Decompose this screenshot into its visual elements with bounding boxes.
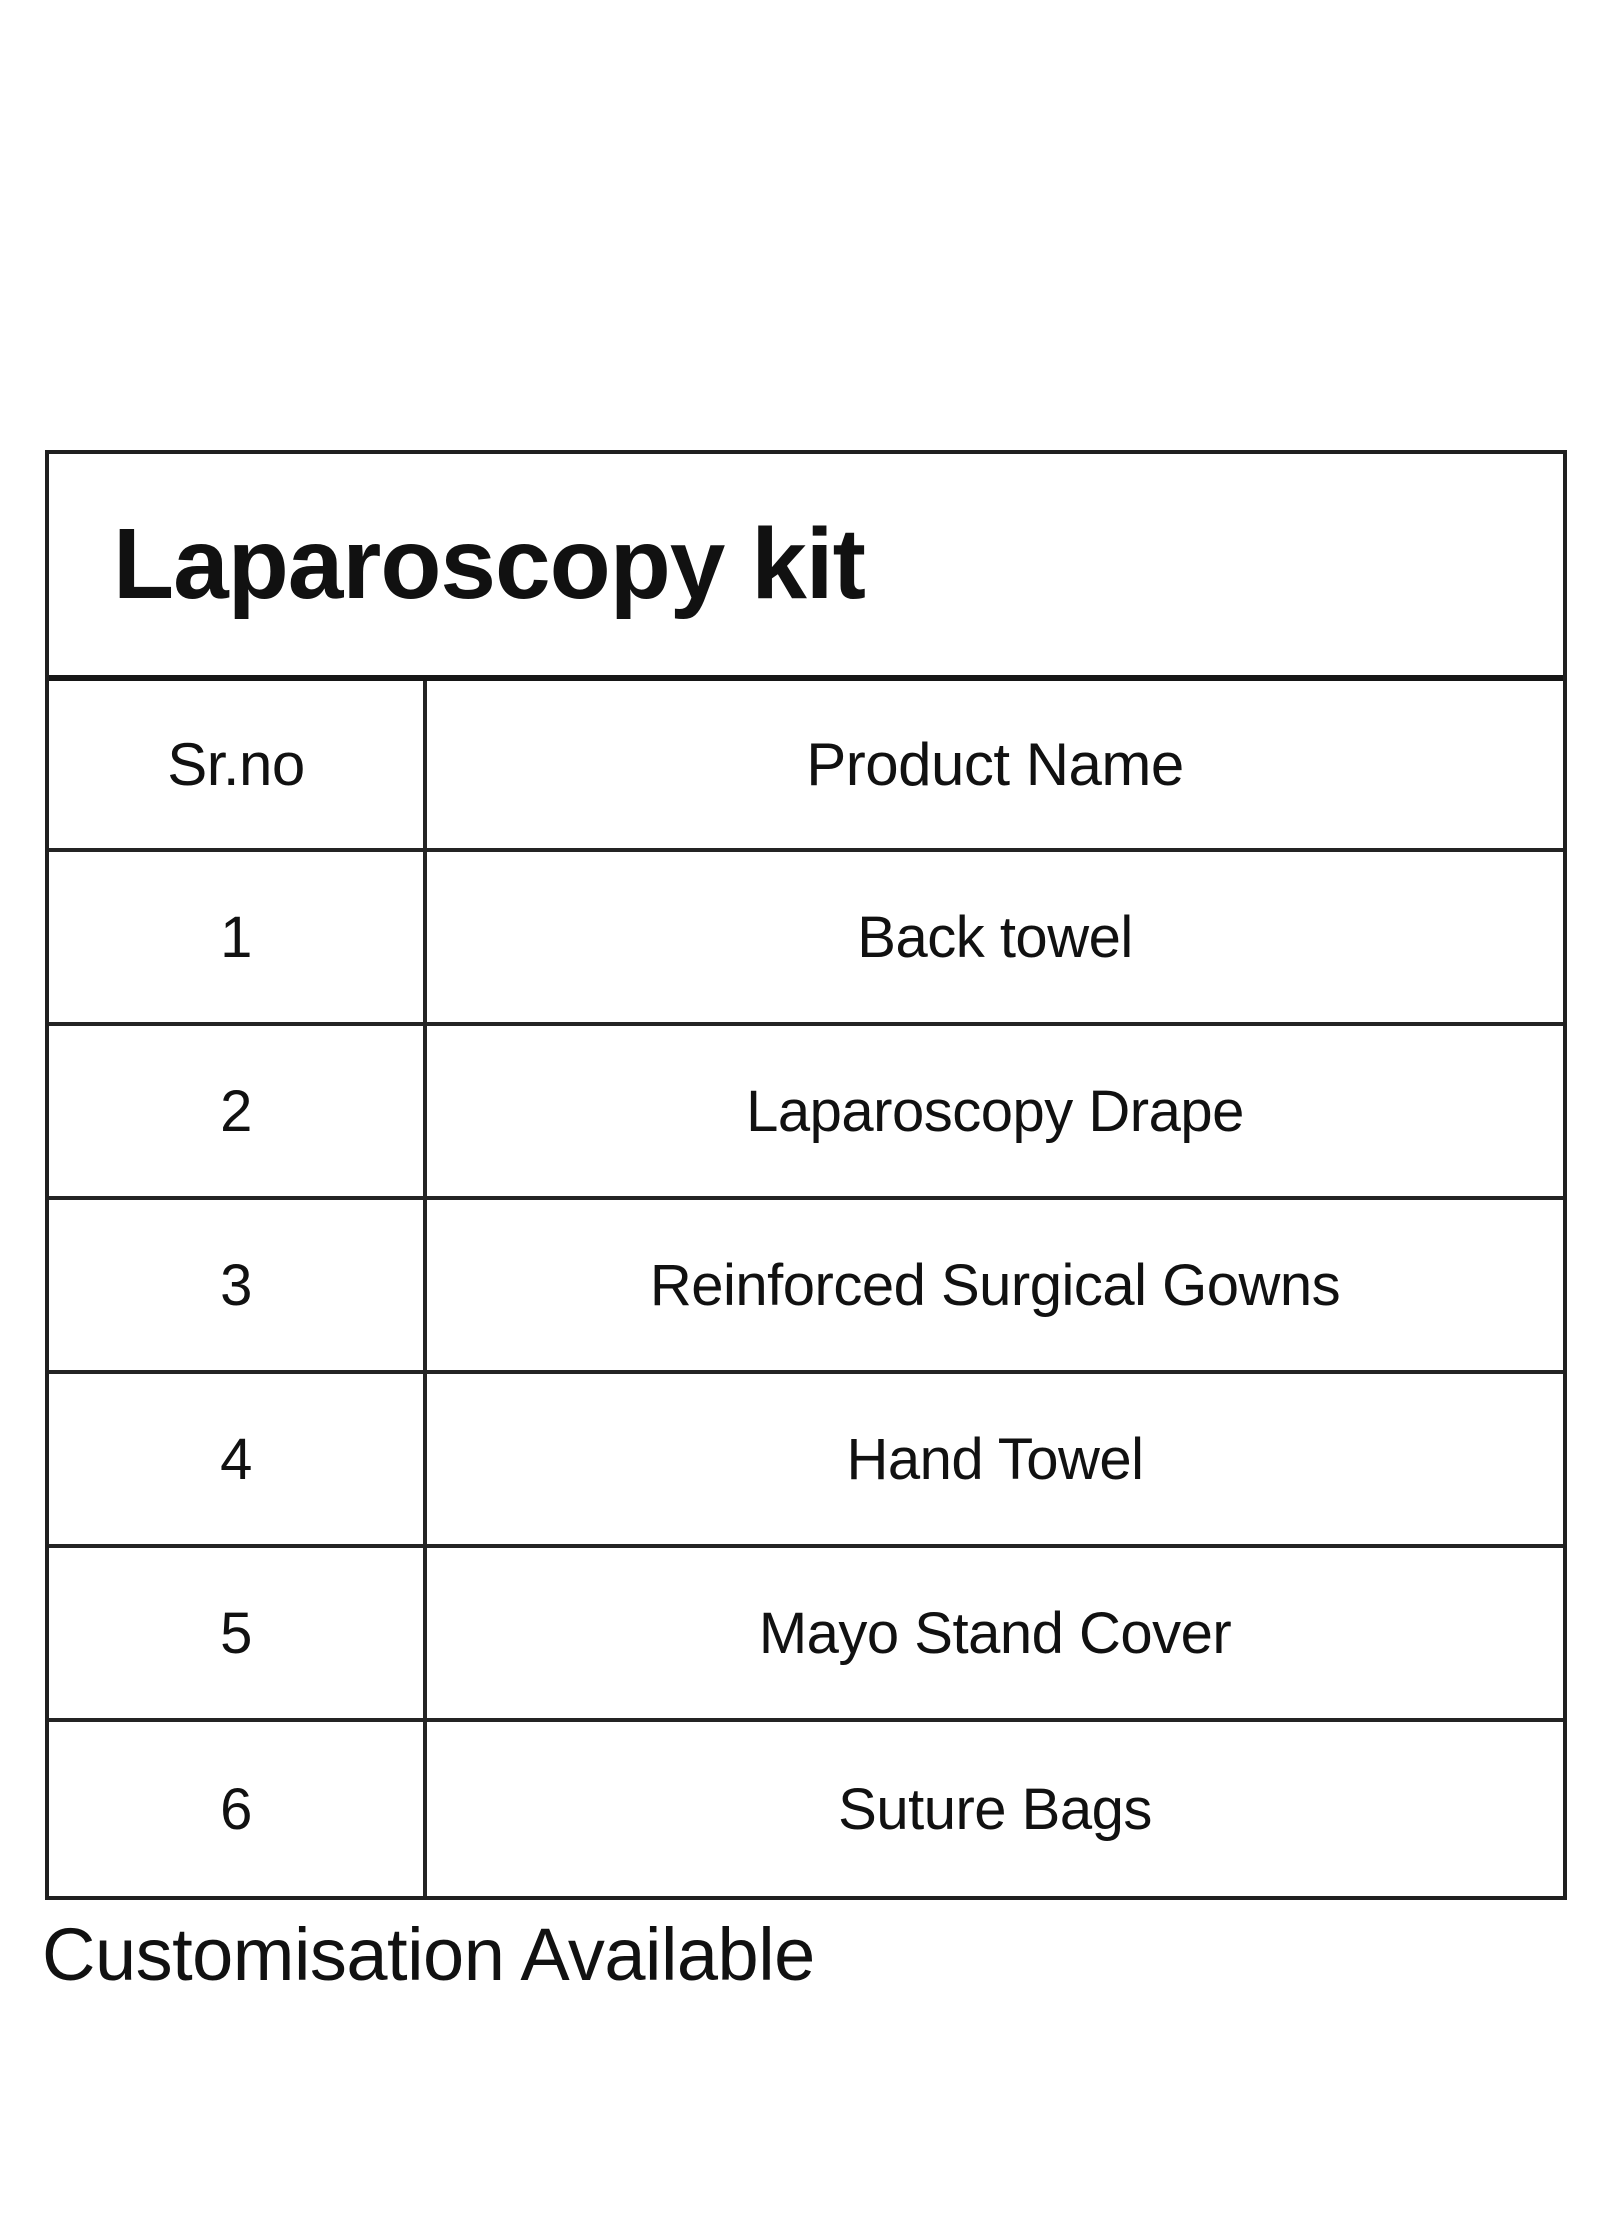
table-title-row xyxy=(49,454,1563,681)
row-product-name: Reinforced Surgical Gowns xyxy=(649,1252,1341,1318)
row-srno: 4 xyxy=(49,1374,427,1544)
row-product-name: Hand Towel xyxy=(846,1426,1144,1492)
header-product-name: Product Name xyxy=(806,731,1184,798)
row-product-name: Suture Bags xyxy=(838,1776,1152,1842)
row-srno: 1 xyxy=(49,852,427,1022)
customisation-note: Customisation Available xyxy=(42,1913,815,1996)
table-title: Laparoscopy kit xyxy=(113,508,865,620)
table-row xyxy=(49,1200,1563,1374)
header-srno: Sr.no xyxy=(49,681,427,848)
row-product-name: Mayo Stand Cover xyxy=(758,1600,1232,1666)
row-srno: 6 xyxy=(49,1722,427,1896)
table-row xyxy=(49,1722,1563,1896)
table-row xyxy=(49,1374,1563,1548)
row-product-name: Back towel xyxy=(857,904,1133,970)
product-table xyxy=(45,450,1567,1900)
row-product-name: Laparoscopy Drape xyxy=(746,1078,1244,1144)
table-row xyxy=(49,1026,1563,1200)
table-header-row xyxy=(49,681,1563,852)
row-srno: 3 xyxy=(49,1200,427,1370)
row-srno: 5 xyxy=(49,1548,427,1718)
table-row xyxy=(49,1548,1563,1722)
row-srno: 2 xyxy=(49,1026,427,1196)
table-row xyxy=(49,852,1563,1026)
